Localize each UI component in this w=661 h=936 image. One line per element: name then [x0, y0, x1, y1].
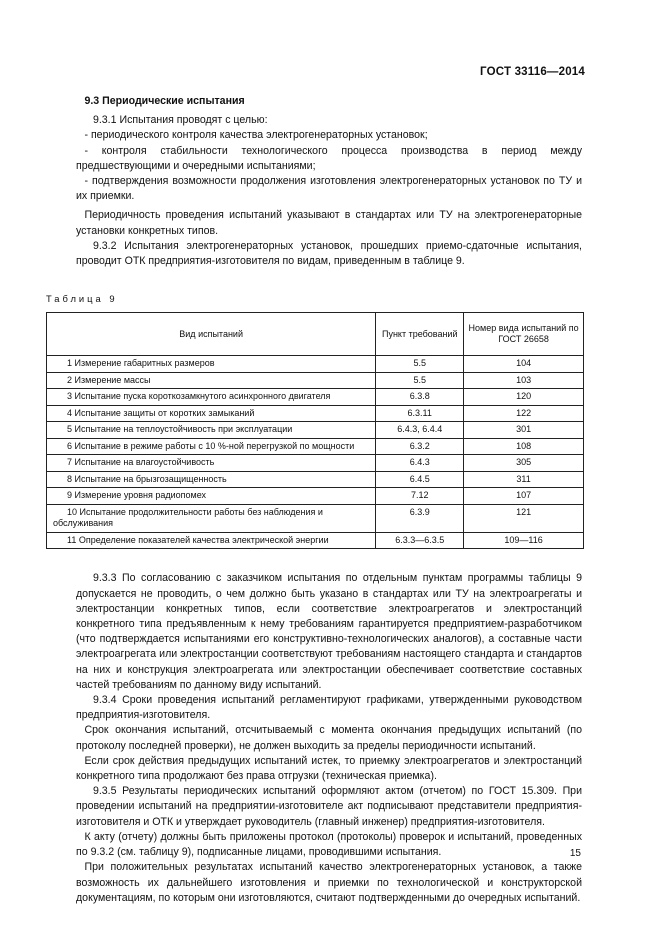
test-name: Испытание продолжительности работы без наблюдения и обслуживания — [53, 506, 323, 529]
paragraph-9-3-5: 9.3.5 Результаты периодических испытаний оформляют актом (отчетом) по ГОСТ 15.309. При проведении испытаний на предприятии-изготовителе акт подписывают представители предприятия-изготовителя и ОТК и утверждает руководитель (главный инженер) предприятия-изготовителя. — [76, 785, 582, 828]
body-text-bottom — [76, 571, 582, 905]
paragraph-attachments: К акту (отчету) должны быть приложены протокол (протоколы) проверок и испытаний, проведенных по 9.3.2 (см. таблицу 9), подписанные лицами, проводившими испытания. — [76, 830, 582, 859]
paragraph-9-3-3: 9.3.3 По согласованию с заказчиком испытания по отдельным пунктам программы таблицы 9 допускается не проводить, о чем должно быть указано в стандартах или ТУ на электроагрегаты и электростанции конкретных типов, если соответствие электроагрегатов и электростанций конкретного типа предъявленным к нему требованиям гарантируется предприятием-разработчиком (что подтверждается испытаниями его конструктивно-технологических аналогов), а составные части электроагрегата или электростанции соответствуют требованиям настоящего стандарта и стандартов на них и конструкция электроагрегата или электростанции обеспечивает соответствие составных частей требованиям по данному виду испытаний. — [76, 572, 582, 691]
cell-clause: 6.4.5 — [376, 471, 464, 488]
list-item: - периодического контроля качества электрогенераторных установок; — [84, 129, 428, 142]
paragraph-9-3-1: 9.3.1 Испытания проводят с целью: — [92, 114, 268, 127]
table-body — [47, 356, 584, 549]
test-name: Определение показателей качества электрической энергии — [78, 534, 329, 545]
row-number: 4 — [67, 407, 73, 418]
cell-clause: 7.12 — [376, 488, 464, 505]
cell-test-code: 121 — [464, 504, 584, 532]
paragraph-9-3-4: 9.3.4 Сроки проведения испытаний регламентируют графиками, утвержденными руководством предприятия-изготовителя. — [76, 694, 582, 722]
table-row — [47, 422, 584, 439]
cell-clause: 6.4.3 — [376, 455, 464, 472]
table-row — [47, 471, 584, 488]
cell-test-type — [47, 438, 376, 455]
paragraph-9-3-2: 9.3.2 Испытания электрогенераторных установок, прошедших приемо-сдаточные испытания, проводит ОТК предприятия-изготовителя по видам, приведенным в таблице 9. — [76, 239, 582, 268]
column-header-clause: Пункт требований — [376, 313, 464, 356]
cell-test-code: 311 — [464, 471, 584, 488]
cell-test-code: 103 — [464, 372, 584, 389]
cell-clause: 6.4.3, 6.4.4 — [376, 422, 464, 439]
table-row — [47, 438, 584, 455]
row-number: 10 — [67, 506, 78, 517]
page-number: 15 — [569, 848, 581, 859]
cell-clause: 6.3.3—6.3.5 — [376, 532, 464, 549]
row-number: 7 — [67, 457, 73, 468]
row-number: 6 — [67, 440, 73, 451]
cell-test-type — [47, 504, 376, 532]
cell-clause: 6.3.9 — [376, 504, 464, 532]
table-row — [47, 455, 584, 472]
cell-test-code: 104 — [464, 356, 584, 373]
paragraph-expired: Если срок действия предыдущих испытаний истек, то приемку электроагрегатов и электростанций конкретного типа продолжают без права отгрузки (техническая приемка). — [76, 754, 582, 783]
table-row — [47, 356, 584, 373]
section-title: 9.3 Периодические испытания — [84, 95, 245, 107]
cell-test-type — [47, 405, 376, 422]
row-number: 9 — [67, 490, 73, 501]
cell-clause: 5.5 — [376, 356, 464, 373]
cell-clause: 6.3.2 — [376, 438, 464, 455]
test-name: Измерение уровня радиопомех — [74, 490, 207, 501]
tests-table — [46, 312, 584, 549]
cell-clause: 6.3.11 — [376, 405, 464, 422]
cell-test-type — [47, 422, 376, 439]
test-name: Испытание на влагоустойчивость — [74, 457, 215, 468]
document-code: ГОСТ 33116—2014 — [480, 66, 585, 78]
table-row — [47, 389, 584, 406]
cell-test-type — [47, 356, 376, 373]
table-caption: Таблица 9 — [46, 293, 118, 305]
table-row — [47, 372, 584, 389]
paragraph-term: Срок окончания испытаний, отсчитываемый с момента окончания предыдущих испытаний (по протоколу последней проверки), не должен выходить за пределы периодичности испытаний. — [76, 724, 582, 752]
cell-test-code: 305 — [464, 455, 584, 472]
paragraph-positive-results: При положительных результатах испытаний качество электрогенераторных установок, а также возможность их дальнейшего изготовления и приемки по технологической и конструкторской документациям, по которым они изготовляются, считают подтвержденными до очередных испытаний. — [76, 861, 582, 904]
cell-test-code: 122 — [464, 405, 584, 422]
cell-test-type — [47, 389, 376, 406]
table-row — [47, 504, 584, 532]
table-header-row — [47, 313, 584, 356]
cell-test-type — [47, 488, 376, 505]
cell-clause: 5.5 — [376, 372, 464, 389]
cell-test-type — [47, 372, 376, 389]
paragraph-periodicity: Периодичность проведения испытаний указывают в стандартах или ТУ на электрогенераторные установки конкретных типов. — [76, 209, 582, 237]
row-number: 3 — [67, 391, 73, 402]
cell-test-code: 108 — [464, 438, 584, 455]
test-name: Испытание в режиме работы с 10 %-ной перегрузкой по мощности — [74, 440, 355, 451]
cell-test-code: 120 — [464, 389, 584, 406]
column-header-test-code: Номер вида испытаний по ГОСТ 26658 — [464, 313, 584, 356]
test-name: Измерение габаритных размеров — [74, 358, 215, 369]
cell-test-type — [47, 471, 376, 488]
list-item: - контроля стабильности технологического процесса производства в период между предшествующими и очередными испытаниями; — [76, 144, 582, 172]
table-row — [47, 405, 584, 422]
list-item: - подтверждения возможности продолжения изготовления электрогенераторных установок по ТУ и их приемки. — [76, 175, 582, 203]
row-number: 2 — [67, 374, 73, 385]
table-row — [47, 532, 584, 549]
test-name: Испытание на теплоустойчивость при эксплуатации — [74, 424, 293, 435]
column-header-test-type: Вид испытаний — [47, 313, 376, 356]
cell-test-code: 107 — [464, 488, 584, 505]
row-number: 1 — [67, 358, 73, 369]
test-name: Испытание на брызгозащищенность — [74, 473, 227, 484]
row-number: 11 — [67, 534, 77, 545]
cell-test-type — [47, 455, 376, 472]
row-number: 5 — [67, 424, 73, 435]
cell-clause: 6.3.8 — [376, 389, 464, 406]
cell-test-type — [47, 532, 376, 549]
test-name: Испытание пуска короткозамкнутого асинхронного двигателя — [74, 391, 331, 402]
row-number: 8 — [67, 473, 73, 484]
cell-test-code: 109—116 — [464, 532, 584, 549]
test-name: Измерение массы — [74, 374, 151, 385]
cell-test-code: 301 — [464, 422, 584, 439]
table-row — [47, 488, 584, 505]
test-name: Испытание защиты от коротких замыканий — [74, 407, 255, 418]
page-content — [46, 94, 582, 906]
